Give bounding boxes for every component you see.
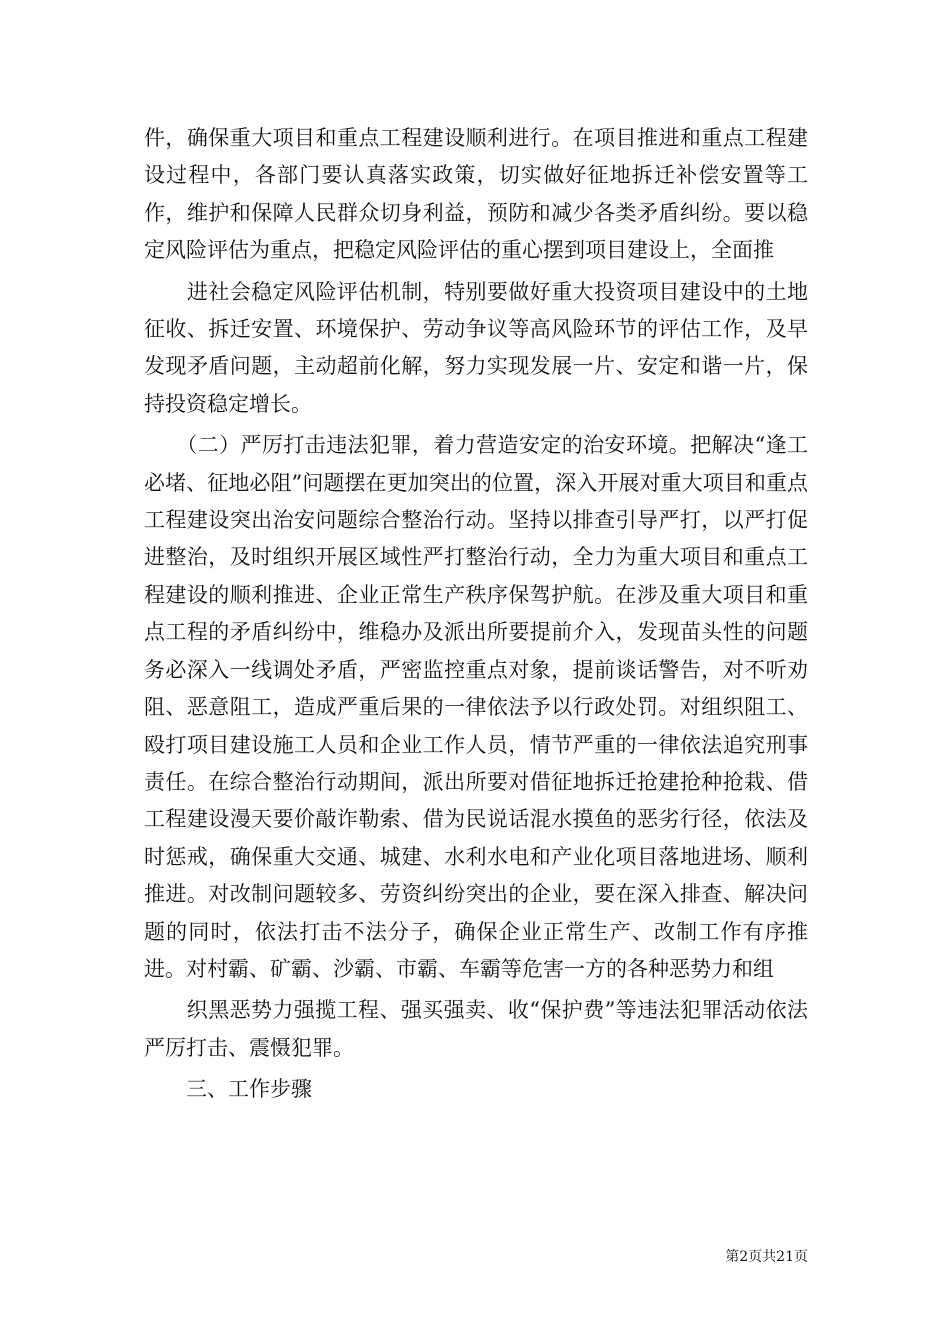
body-text [144, 120, 808, 1113]
paragraph-4: 织黑恶势力强揽工程、强买强卖、收“保护费”等违法犯罪活动依法严厉打击、震慑犯罪。 [144, 998, 808, 1060]
paragraph-2: 进社会稳定风险评估机制，特别要做好重大投资项目建设中的土地征收、拆迁安置、环境保护、劳动争议等高风险环节的评估工作，及早发现矛盾问题，主动超前化解，努力实现发展一片、安定和谐一片，保持投资稳定增长。 [144, 279, 808, 416]
section-heading: 三、工作步骤 [144, 1077, 312, 1102]
page-number: 第2页共21页 [725, 1249, 808, 1265]
paragraph-3: （二）严厉打击违法犯罪，着力营造安定的治安环境。把解决“逢工必堵、征地必阻”问题摆在更加突出的位置，深入开展对重大项目和重点工程建设突出治安问题综合整治行动。坚持以排查引导严打，以严打促进整治，及时组织开展区域性严打整治行动，全力为重大项目和重点工程建设的顺利推进、企业正常生产秩序保驾护航。在涉及重大项目和重点工程的矛盾纠纷中，维稳办及派出所要提前介入，发现苗头性的问题务必深入一线调处矛盾，严密监控重点对象，提前谈话警告，对不听劝阻、恶意阻工，造成严重后果的一律依法予以行政处罚。对组织阻工、殴打项目建设施工人员和企业工作人员，情节严重的一律依法追究刑事责任。在综合整治行动期间，派出所要对借征地拆迁抢建抢种抢栽、借工程建设漫天要价敲诈勒索、借为民说话混水摸鱼的恶劣行径，依法及时惩戒，确保重大交通、城建、水利水电和产业化项目落地进场、顺利推进。对改制问题较多、劳资纠纷突出的企业，要在深入排查、解决问题的同时，依法打击不法分子，确保企业正常生产、改制工作有序推进。对村霸、矿霸、沙霸、市霸、车霸等危害一方的各种恶势力和组 [144, 433, 808, 981]
paragraph-1: 件，确保重大项目和重点工程建设顺利进行。在项目推进和重点工程建设过程中，各部门要认真落实政策，切实做好征地拆迁补偿安置等工作，维护和保障人民群众切身利益，预防和减少各类矛盾纠纷。要以稳定风险评估为重点，把稳定风险评估的重心摆到项目建设上，全面推 [144, 126, 808, 263]
